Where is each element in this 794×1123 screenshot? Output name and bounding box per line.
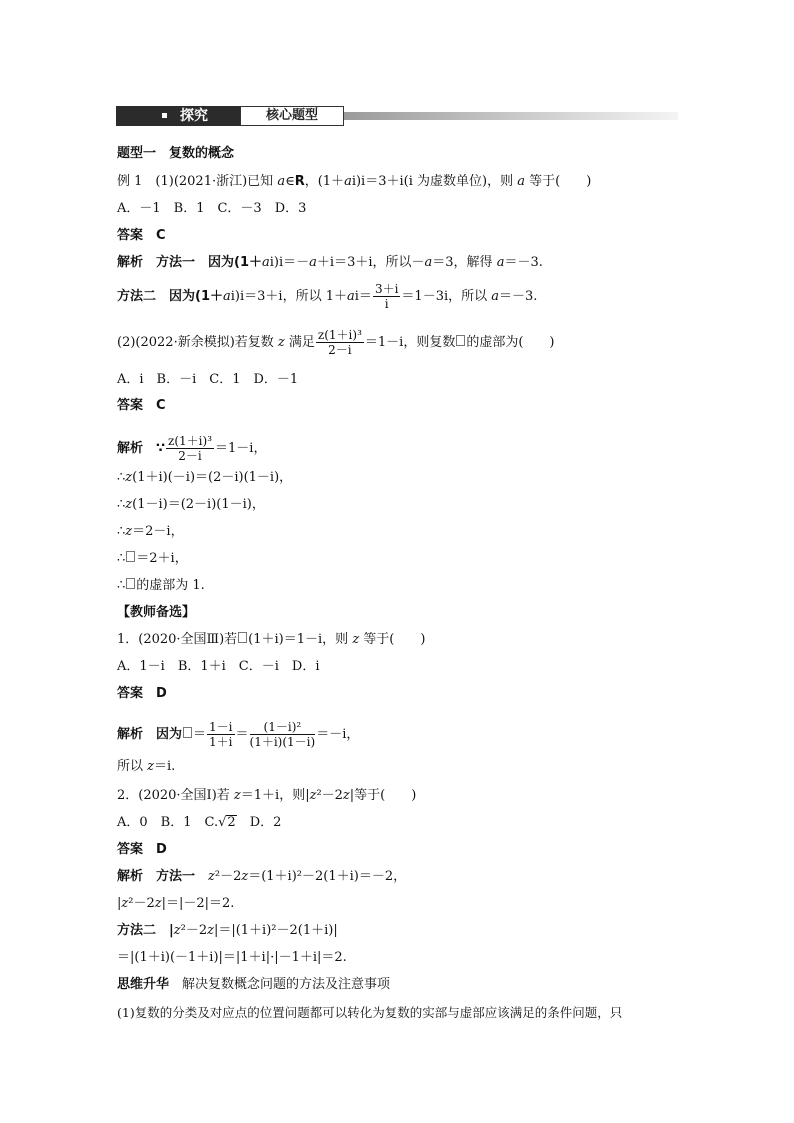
fraction (250, 720, 316, 749)
var-z: z (125, 470, 133, 485)
text: ＝3，解得 (432, 255, 497, 270)
section-banner (116, 106, 678, 126)
text: ²－2 (180, 923, 208, 938)
denominator: 2－i (328, 343, 352, 357)
answer-line: 答案 C (117, 398, 166, 413)
text: ∈ (285, 174, 295, 189)
text: ²－2 (214, 869, 242, 884)
var-a: a (262, 255, 270, 270)
var-z: z (342, 788, 350, 803)
fraction (166, 434, 214, 463)
summary-point-1: (1)复数的分类及对应点的位置问题都可以转化为复数的实部与虚部应该满足的条件问题，只 (117, 1005, 623, 1020)
part-2-options: A．i B．－i C．1 D．－1 (117, 372, 299, 387)
text: |等于( ) (349, 788, 417, 803)
var-z: z (125, 497, 133, 512)
text: ＝ (235, 727, 249, 742)
var-a: a (223, 289, 231, 304)
var-a: a (424, 255, 433, 270)
solution-step: ＝|(1＋i)(－1＋i)|＝|1＋i|·|－1＋i|＝2. (117, 950, 347, 965)
text: (1＋i)(－i)＝(2－i)(1－i)， (132, 470, 293, 485)
var-z: z (277, 335, 285, 350)
text: ＝－3. (504, 255, 543, 270)
var-z: z (121, 896, 129, 911)
text: i＝ (354, 289, 372, 304)
text: 解析 方法一 因为(1＋ (117, 255, 262, 270)
solution-step (117, 434, 266, 463)
summary-label: 思维升华 (117, 977, 170, 992)
var-a: a (491, 289, 500, 304)
text: 解析 因为 (117, 727, 183, 742)
text: 解析 方法一 (117, 869, 209, 884)
conjugate-z-glyph (126, 578, 135, 589)
solution-step (117, 759, 175, 775)
exercise-2-options (117, 815, 281, 831)
text: ＝2＋i， (136, 551, 188, 566)
answer-line: 答案 C (117, 228, 166, 243)
fraction (207, 720, 234, 749)
text: ∴ (117, 497, 126, 512)
text: 所以 (117, 759, 148, 774)
text: ∴ (117, 578, 126, 593)
solution-method-1 (117, 869, 406, 885)
text: ＝1－i， (215, 441, 267, 456)
denominator: 1＋i (209, 735, 233, 749)
fraction (316, 328, 364, 357)
text: 解决复数概念问题的方法及注意事项 (169, 977, 391, 992)
denominator: i (384, 297, 389, 311)
var-z: z (147, 759, 154, 774)
text: ＝ (193, 727, 207, 742)
solution-method-2 (117, 923, 338, 939)
conjugate-z-glyph (238, 632, 247, 643)
radicand: 2 (227, 815, 236, 830)
text: ＝－3. (499, 289, 538, 304)
solution-step (117, 720, 359, 749)
numerator: z(1＋i)³ (317, 328, 362, 342)
text: D．2 (236, 815, 282, 830)
text: ，(1＋ (304, 174, 345, 189)
var-z: z (352, 632, 360, 647)
banner-dark-label: 探究 (180, 108, 208, 124)
text: |＝|－2|＝2. (161, 896, 235, 911)
solution-step (117, 551, 188, 567)
example-1-options: A．－1 B．1 C．－3 D．3 (117, 201, 307, 216)
solution-step (117, 896, 234, 912)
text: 例 1 (1)(2021·浙江)已知 (117, 174, 278, 189)
denominator: 2－i (178, 449, 202, 463)
solution-step (117, 497, 265, 513)
banner-dark-tab (116, 106, 242, 126)
topic-heading: 题型一 复数的概念 (117, 146, 235, 161)
example-1-part-2-question (117, 328, 555, 357)
text: 的虚部为 1. (136, 578, 205, 593)
text: | (117, 896, 122, 911)
square-bullet-icon (162, 113, 167, 118)
banner-light-tab: 核心题型 (240, 106, 344, 126)
solution-method-2 (117, 282, 537, 311)
answer-line: 答案 D (117, 686, 167, 701)
conjugate-z-glyph (183, 727, 192, 738)
text: ²－2 (128, 896, 155, 911)
text: i)i＝3＋i(i 为虚数单位)，则 (351, 174, 518, 189)
text: ＝1－3i，所以 (401, 289, 492, 304)
text: 2．(2020·全国Ⅰ)若 (117, 788, 234, 803)
thinking-summary (117, 977, 390, 993)
var-a: a (344, 174, 352, 189)
text: ＝－i， (316, 727, 360, 742)
text: (1＋i)＝1－i，则 (248, 632, 353, 647)
text: |＝|(1＋i)²－2(1＋i)| (213, 923, 338, 938)
set-R: R (294, 174, 305, 189)
solution-method-1 (117, 255, 543, 271)
text: 等于( ) (524, 174, 592, 189)
text: 的虚部为( ) (466, 335, 555, 350)
numerator: z(1＋i)³ (168, 434, 213, 448)
text: 1．(2020·全国Ⅲ)若 (117, 632, 238, 647)
text: ²－2 (316, 788, 343, 803)
text: (2)(2022·新余模拟)若复数 (117, 335, 278, 350)
text: ＝(1＋i)²－2(1＋i)＝－2， (248, 869, 407, 884)
var-z: z (208, 869, 215, 884)
text: i)i＝－ (269, 255, 310, 270)
text: 满足 (284, 335, 315, 350)
exercise-1-question (117, 632, 425, 648)
sqrt-symbol: √ (218, 815, 227, 830)
conjugate-z-glyph (456, 335, 465, 346)
solution-step (117, 524, 184, 540)
banner-gradient-bar (342, 112, 678, 120)
text: ＝1＋i，则| (240, 788, 310, 803)
text: (1－i)＝(2－i)(1－i)， (132, 497, 265, 512)
text: ∴ (117, 470, 126, 485)
text: 等于( ) (359, 632, 426, 647)
var-z: z (207, 923, 214, 938)
var-z: z (309, 788, 317, 803)
fraction (373, 282, 400, 311)
var-z: z (154, 896, 162, 911)
text: A．0 B．1 C. (117, 815, 219, 830)
var-a: a (517, 174, 525, 189)
var-a: a (277, 174, 286, 189)
var-a: a (347, 289, 355, 304)
var-z: z (241, 869, 249, 884)
teacher-selection-heading: 【教师备选】 (117, 605, 196, 620)
text: ∴ (117, 551, 126, 566)
text: 解析 ∵ (117, 441, 166, 456)
text: ＝1－i，则复数 (364, 335, 456, 350)
var-z: z (233, 788, 241, 803)
denominator: (1＋i)(1－i) (249, 735, 316, 749)
numerator: 1－i (209, 720, 233, 734)
var-a: a (309, 255, 317, 270)
var-z: z (125, 524, 133, 539)
solution-step (117, 578, 205, 594)
conjugate-z-glyph (126, 551, 135, 562)
text: 方法二 因为(1＋ (117, 289, 223, 304)
text: ＝2－i， (132, 524, 184, 539)
text: ∴ (117, 524, 126, 539)
var-a: a (496, 255, 505, 270)
exercise-2-question (117, 788, 416, 804)
numerator: 3＋i (374, 282, 399, 296)
example-1-question (117, 174, 591, 190)
text: ＋i＝3＋i，所以－ (316, 255, 425, 270)
text: ＝i. (154, 759, 176, 774)
numerator: (1－i)² (250, 720, 316, 735)
text: 方法二 | (117, 923, 174, 938)
text: i)i＝3＋i，所以 1＋ (230, 289, 347, 304)
exercise-1-options: A．1－i B．1＋i C．－i D．i (117, 659, 320, 674)
answer-line: 答案 D (117, 842, 167, 857)
solution-step (117, 470, 292, 486)
var-z: z (173, 923, 181, 938)
